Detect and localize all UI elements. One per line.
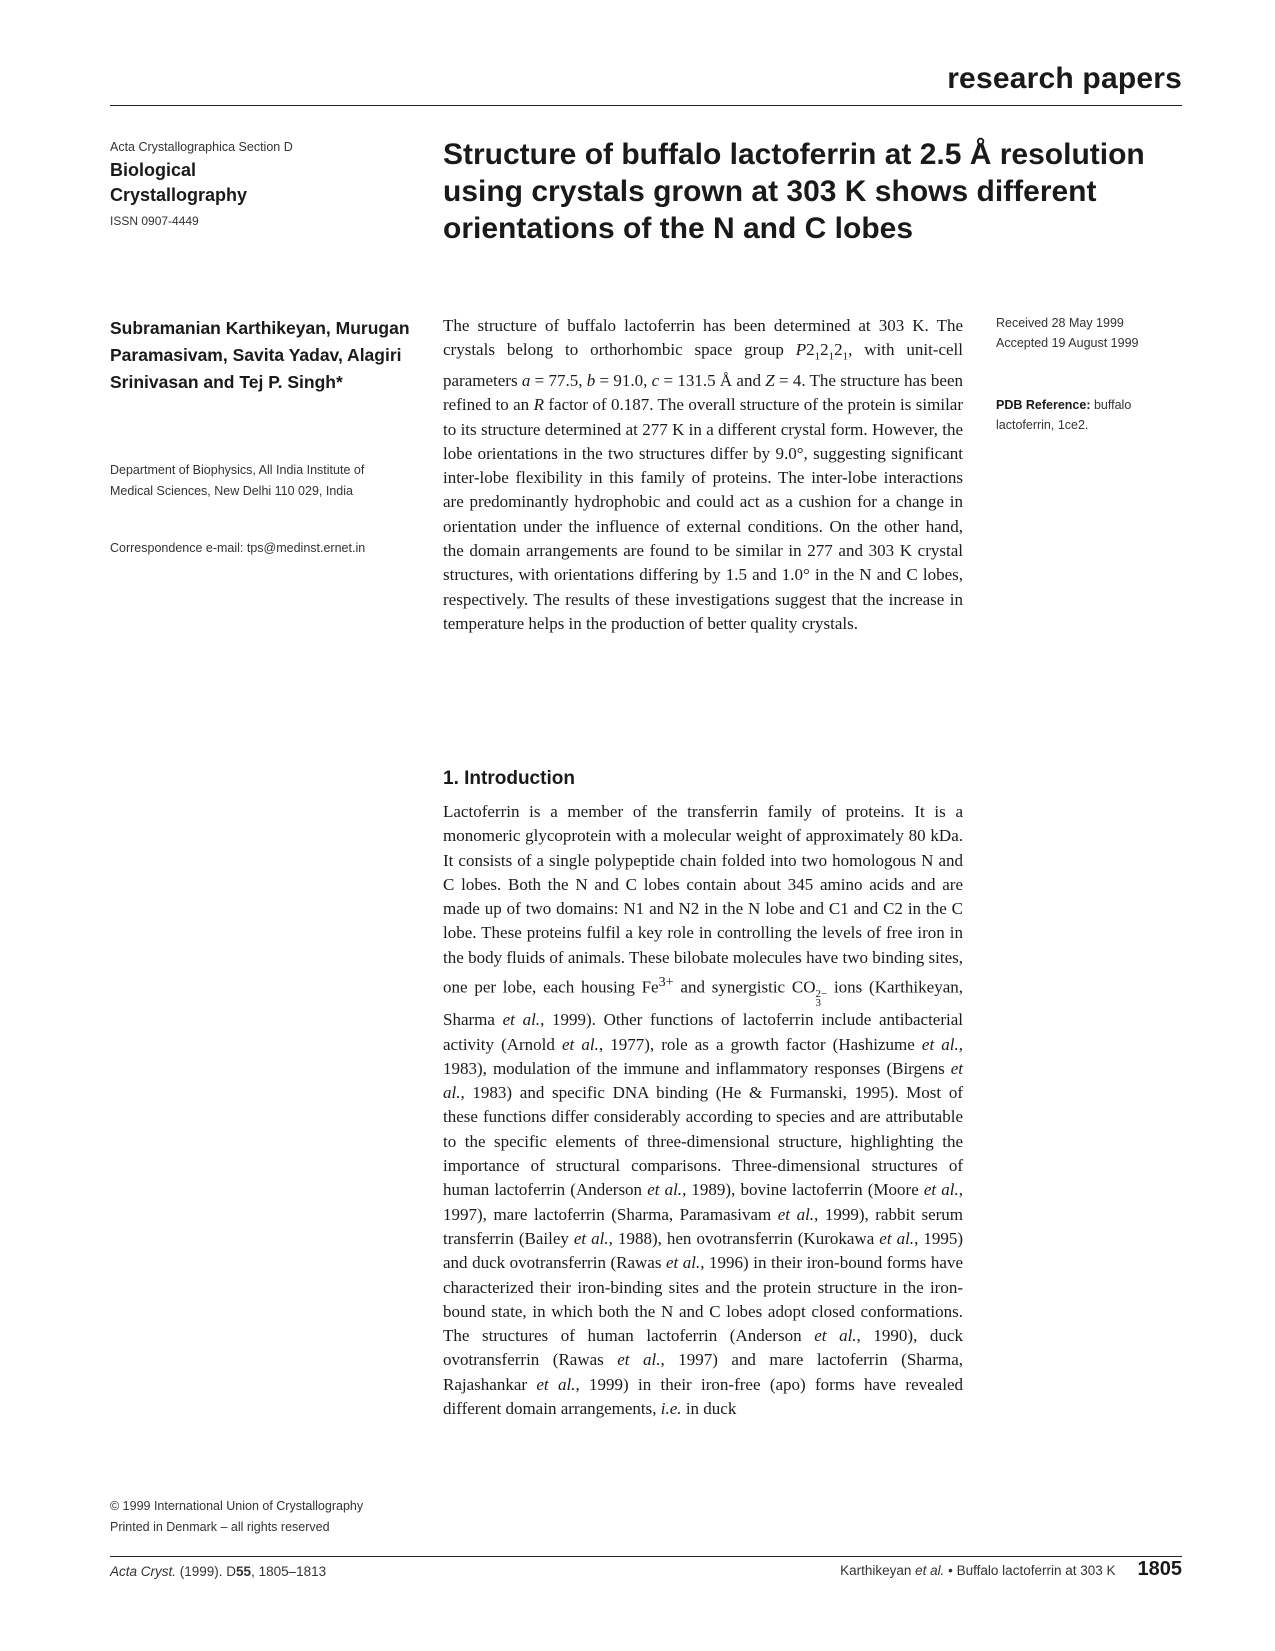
et-al: et al.	[879, 1228, 915, 1248]
received-date: Received 28 May 1999	[996, 316, 1124, 330]
et-al: et al.	[502, 1010, 541, 1030]
body-text: , 1988), hen ovotransferrin (Kurokawa	[608, 1228, 880, 1248]
ie-abbrev: i.e.	[660, 1399, 682, 1419]
copyright-line: © 1999 International Union of Crystallography	[110, 1499, 364, 1513]
body-text: , 1996) in their iron-bound forms have characterized their iron-binding sites and the protein structure in the iron-bound state, in which both the N and C lobes adopt closed conformations. The structures of human lactoferrin (Anderson	[443, 1253, 964, 1346]
body-text: in duck	[681, 1399, 737, 1419]
body-text: , 1977), role as a growth factor (Hashizume	[598, 1034, 922, 1054]
page-range: , 1805–1813	[251, 1564, 327, 1579]
journal-info	[110, 140, 400, 228]
abstract	[443, 314, 963, 636]
space-group-digit: 2	[834, 340, 843, 360]
affiliation: Department of Biophysics, All India Institute of Medical Sciences, New Delhi 110 029, India	[110, 463, 365, 498]
cell-parameter-b: b	[586, 370, 596, 390]
header-rule	[110, 105, 1182, 106]
space-group-digit: 2	[806, 340, 815, 360]
body-text: , 1999), rabbit serum transferrin (Bailey	[443, 1204, 963, 1248]
et-al: et al.	[923, 1180, 959, 1200]
space-group-subscript: 1	[828, 350, 835, 363]
body-text: Lactoferrin is a member of the transferrin family of proteins. It is a monomeric glycoprotein with a molecular weight of approximately 80 kDa. It consists of a single polypeptide chain folded into two homologous N and C lobes. Both the N and C lobes contain about 345 amino acids and are made up of two domains: N1 and N2 in the N lobe and C1 and C2 in the C lobe. These proteins fulfil a key role in controlling the levels of free iron in the body fluids of animals. These bilobate molecules have two binding sites, one per lobe, each housing Fe	[443, 802, 963, 997]
footer-citation	[110, 1564, 326, 1579]
volume: 55	[236, 1564, 252, 1579]
journal-section	[110, 158, 400, 208]
abstract-text: = 77.5,	[530, 370, 587, 390]
running-authors: Karthikeyan	[840, 1563, 916, 1578]
body-text: and synergistic CO	[673, 977, 816, 997]
body-text: ions (Karthikeyan, Sharma	[443, 977, 963, 1030]
body-text: , 1997) and mare lactoferrin (Sharma, Rajashankar	[443, 1350, 964, 1394]
correspondence-email: Correspondence e-mail: tps@medinst.ernet.in	[110, 541, 366, 555]
abstract-text: = 131.5 Å and	[659, 370, 766, 390]
et-al: et al.	[665, 1253, 701, 1273]
et-al: et al.	[443, 1058, 963, 1103]
space-group-subscript: 1	[842, 350, 849, 363]
et-al: et al.	[921, 1034, 959, 1054]
abstract-text: , with unit-cell parameters	[443, 340, 964, 390]
journal-name: Acta Crystallographica Section D	[110, 140, 293, 154]
abstract-text: The structure of buffalo lactoferrin has been determined at 303 K. The crystals belong to orthorhombic space group	[443, 316, 963, 360]
printed-line: Printed in Denmark – all rights reserved	[110, 1520, 330, 1534]
body-text: , 1999). Other functions of lactoferrin include antibacterial activity (Arnold	[443, 1010, 963, 1054]
abstract-text: factor of 0.187. The overall structure of the protein is similar to its structure determined at 277 K in a different crystal form. However, the lobe orientations in the two structures differ by 9.0°, suggesting significant inter-lobe flexibility in this family of proteins. The inter-lobe interactions are predominantly hydrophobic and could act as a cushion for a change in orientation under the influence of external conditions. On the other hand, the domain arrangements are found to be similar in 277 and 303 K crystal structures, with orientations differing by 1.5 and 1.0° in the N and C lobes, respectively. The results of these investigations suggest that the increase in temperature helps in the production of better quality crystals.	[443, 395, 963, 633]
page-number: 1805	[1137, 1558, 1182, 1580]
accepted-date: Accepted 19 August 1999	[996, 336, 1139, 350]
body-text: , 1983), modulation of the immune and inflammatory responses (Birgens	[443, 1034, 963, 1078]
article-dates	[996, 313, 1186, 353]
citation-year: (1999). D	[176, 1564, 237, 1579]
cell-parameter-a: a	[521, 370, 531, 390]
footer-running-head	[840, 1558, 1182, 1581]
space-group-subscript: 1	[814, 350, 821, 363]
introduction-body	[443, 800, 963, 1421]
space-group-symbol: P	[795, 340, 807, 360]
et-al: et al.	[814, 1326, 857, 1346]
cell-parameter-c: c	[651, 370, 660, 390]
et-al: et al.	[536, 1374, 576, 1394]
body-text: , 1997), mare lactoferrin (Sharma, Paramasivam	[443, 1180, 963, 1224]
section-header-label: research papers	[947, 62, 1182, 95]
et-al: et al.	[617, 1350, 661, 1370]
body-text: , 1983) and specific DNA binding (He & Furmanski, 1995). Most of these functions differ considerably according to species and are attributable to the specific elements of three-dimensional structure, highlighting the importance of structural comparisons. Three-dimensional structures of human lactoferrin (Anderson	[443, 1083, 963, 1200]
r-factor-symbol: R	[533, 395, 544, 415]
running-et-al: et al.	[915, 1563, 945, 1578]
et-al: et al.	[777, 1204, 815, 1224]
subscript: 3	[815, 996, 821, 1009]
author-list: Subramanian Karthikeyan, Murugan Paramasivam, Savita Yadav, Alagiri Srinivasan and Tej P. Singh*	[110, 318, 410, 392]
et-al: et al.	[647, 1180, 683, 1200]
body-text: , 1990), duck ovotransferrin (Rawas	[443, 1326, 963, 1370]
z-symbol: Z	[765, 370, 775, 390]
body-text: , 1999) in their iron-free (apo) forms have revealed different domain arrangements,	[443, 1374, 963, 1419]
section-heading: 1. Introduction	[443, 768, 575, 789]
superscript: 2−	[815, 987, 828, 1000]
issn: ISSN 0907-4449	[110, 214, 199, 228]
body-text: , 1989), bovine lactoferrin (Moore	[682, 1180, 924, 1200]
article-title: Structure of buffalo lactoferrin at 2.5 Å resolution using crystals grown at 303 K shows different orientations of the N and C lobes	[443, 138, 1145, 245]
abstract-text: = 91.0,	[595, 370, 652, 390]
abstract-text: = 4. The structure has been refined to an	[443, 370, 963, 415]
et-al: et al.	[562, 1034, 599, 1054]
superscript: 3+	[658, 974, 674, 991]
space-group-digit: 2	[820, 340, 829, 360]
copyright-notice	[110, 1496, 410, 1538]
running-title-text: • Buffalo lactoferrin at 303 K	[944, 1563, 1116, 1578]
journal-abbrev: Acta Cryst.	[110, 1564, 177, 1579]
running-title	[840, 1563, 1115, 1578]
body-text: , 1995) and duck ovotransferrin (Rawas	[443, 1228, 963, 1273]
pdb-reference-label: PDB Reference:	[996, 398, 1091, 412]
pdb-reference-value: buffalo lactoferrin, 1ce2.	[996, 398, 1132, 432]
footer-rule	[110, 1556, 1182, 1557]
journal-section-line1: Biological	[110, 160, 197, 180]
pdb-reference	[996, 395, 1176, 435]
journal-section-line2: Crystallography	[110, 185, 248, 205]
et-al: et al.	[573, 1228, 609, 1248]
